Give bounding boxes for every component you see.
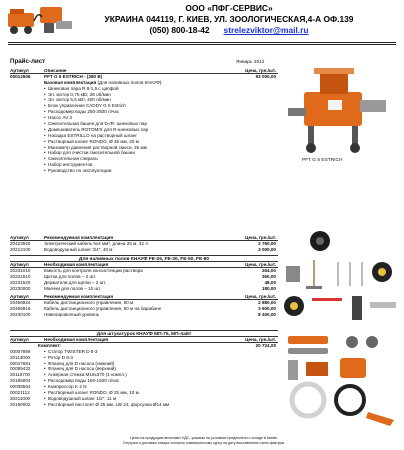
table-row: 00021112 • Растворный шланг RONDO, Ø 25 мм, 10 м <box>10 390 139 396</box>
table-header-row: Артикул Рекомендуемая комплектация Цена, грн./шт. <box>10 235 276 240</box>
footer-note-2: Отгрузка и доставка товара согласно коммерческому курсу на дату выставления счета-фактуры. <box>122 441 286 445</box>
bullet-icon: • <box>44 132 46 138</box>
table-header-row: Артикул Необходимая комплектация Цена, грн./шт. <box>10 337 276 342</box>
bullet-icon: • <box>44 115 46 121</box>
bullet-icon: • <box>44 103 46 109</box>
letterhead <box>0 0 404 44</box>
bullet-icon: • <box>44 138 46 144</box>
bullet-icon: • <box>44 109 46 115</box>
table-header-row: Артикул Необходимая комплектация Цена, грн./шт. <box>10 262 276 267</box>
table-header-row: Артикул Рекомендуемая комплектация Цена, грн./шт. <box>10 294 276 300</box>
config-list-item: • Набор для очистки смесительной башни <box>44 150 135 156</box>
company-contacts <box>98 26 360 35</box>
header-rule-top <box>8 42 396 43</box>
cable-drum-image <box>300 230 340 252</box>
config-list-item: • Руководство по эксплуатации <box>44 168 112 174</box>
recommended-table <box>10 235 278 253</box>
price-list-title: Прайс-лист <box>10 58 46 65</box>
table-row: 20211000 • Водоводушный шланг 1/2", 11 м <box>10 395 117 401</box>
section-title: Для штукатурок КНАУФ МП-75, МП-лайт <box>10 330 278 337</box>
bullet-icon: • <box>44 390 46 396</box>
config-list-item: • Набор инструментов <box>44 162 93 168</box>
company-name: ООО «ПФГ-СЕРВИС» <box>185 3 273 13</box>
config-list-item: • Блок управления CADDY G 5 Estrich <box>44 103 126 109</box>
bullet-icon: • <box>44 85 46 91</box>
company-logo-machines <box>4 3 76 39</box>
bullet-icon: • <box>44 144 46 150</box>
bullet-icon: • <box>44 168 46 174</box>
header-rule-bottom <box>8 44 396 45</box>
table-row: 20423920 Электрический кабель 5x4 мм², длина 25 м, 32 А 2 760,00 <box>10 240 276 246</box>
config-list-item: • Шнековая пара R 8-1,5 с цапфой <box>44 85 119 91</box>
bullet-icon: • <box>44 378 46 384</box>
bullet-icon: • <box>44 156 46 162</box>
config-list-item: • Смесительная спираль <box>44 156 98 162</box>
pft-g5-machine-image <box>284 64 396 154</box>
config-list-item: • Эл. мотор 0,75 кВт, 28 об/мин <box>44 91 111 97</box>
table-row: 20212100 Водоводушный шланг 3/4", 40 м 3 000,00 <box>10 246 276 252</box>
bullet-icon: • <box>44 360 46 366</box>
table-row: 00007899 • Статор TWISTER D 6-3 <box>10 348 98 354</box>
table-row: 20230000 Маячки для полов – 10 шт. 180,00 <box>10 285 276 291</box>
config-list-item: • Домешиватель ROTOMIX для R-шнековых пар <box>44 126 149 132</box>
config-list <box>10 86 278 174</box>
config-list-item: • Насадка ESTRILLO на растворный шланг <box>44 132 138 138</box>
section-title: Для наливных полов КНАУФ FE-25, FE-30, FE-50, FE-80 <box>10 255 278 262</box>
config-list-item: • Манометр давления растворной смеси, 35 мм <box>44 144 147 150</box>
bullet-icon: • <box>44 121 46 127</box>
bullet-icon: • <box>44 354 46 360</box>
table-row: 00008564 • Компрессор K 2 N <box>10 384 87 390</box>
floor-tools-image <box>282 258 400 324</box>
config-list-item: • Смесительная башня для D-/R- шнековых пар <box>44 121 148 127</box>
price-list-date: Январь 2012 <box>236 60 265 65</box>
table-row: 00089432 • Фланец для D насоса (верхний) <box>10 366 116 372</box>
bullet-icon: • <box>44 384 46 390</box>
plaster-section <box>10 328 278 408</box>
bullet-icon: • <box>44 372 46 378</box>
bullet-icon: • <box>44 162 46 168</box>
bullet-icon: • <box>44 366 46 372</box>
table-row: 20113000 • Ротор D 6-3 <box>10 354 73 360</box>
table-row: 20456916 Кабель дистанционного управления, 50 м на барабане 3 600,00 <box>10 306 276 312</box>
bullet-icon: • <box>44 126 46 132</box>
table-row: 00012506 PFT G 5 ESTRICH - (380 В) 93 000,00 <box>10 73 276 79</box>
plaster-kit-image <box>282 334 400 432</box>
table-row: 20231510 Щетка для полов – 2 шт. 360,00 <box>10 273 276 279</box>
table-row: 20230100 Нивелировочный уровень 8 400,00 <box>10 312 276 318</box>
table-row: 20190002 • Растворный пистолет Ø 25 мм, LW 24, форсунка Ø14 мм <box>10 401 170 407</box>
floor-section <box>10 253 278 318</box>
footer-note-1: Цены на продукцию включают НДС, указаны на условиях предоплаты с складе в Киеве. <box>130 436 278 440</box>
config-list-item: • Растворный шланг RONDO, Ø 35 мм, 20 м <box>44 138 139 144</box>
company-email-link[interactable]: strelezviktor@mail.ru <box>223 25 309 35</box>
machine-caption: PFT G 5 ESTRICH <box>302 158 343 163</box>
table-row: 00047681 • Фланец для D насоса (нижний) <box>10 360 115 366</box>
bullet-icon: • <box>44 401 46 407</box>
bullet-icon: • <box>44 97 46 103</box>
table-row: 20185004 • Расходомер воды 150-1500 л/час <box>10 378 120 384</box>
table-header-row: Артикул Описание Цена, грн./шт. <box>10 68 276 73</box>
bullet-icon: • <box>44 91 46 97</box>
table-row: 20231520 Держатели для щетки – 2 шт. 48,00 <box>10 279 276 285</box>
company-phone: (050) 800-18-42 <box>149 25 210 35</box>
config-heading: Базовая комплектация (Для наливных полов КНАУФ): <box>44 79 163 85</box>
bullet-icon: • <box>44 150 46 156</box>
config-list-item: • Расходомер воды 250-2500 л/час <box>44 109 120 115</box>
config-list-item: • Насос AV 3 <box>44 115 72 121</box>
company-address: УКРАИНА 044119, Г. КИЕВ, УЛ. ЗООЛОГИЧЕСКАЯ,4-А ОФ.139 <box>104 14 354 24</box>
table-row: 20116700 • Анкерная стяжка M16x370 (1 компл.) <box>10 372 127 378</box>
main-product-table <box>10 68 278 174</box>
table-row: 20231010 Емкость для контроля консистенции раствора 264,00 <box>10 267 276 273</box>
kit-row: Комплект: 20 724,00 <box>38 342 276 348</box>
table-row: 20456924 Кабель дистанционного управления, 50 м 2 880,00 <box>10 300 276 306</box>
bullet-icon: • <box>44 395 46 401</box>
bullet-icon: • <box>44 348 46 354</box>
config-list-item: • Эл. мотор 5,5 кВт, 400 об/мин <box>44 97 111 103</box>
